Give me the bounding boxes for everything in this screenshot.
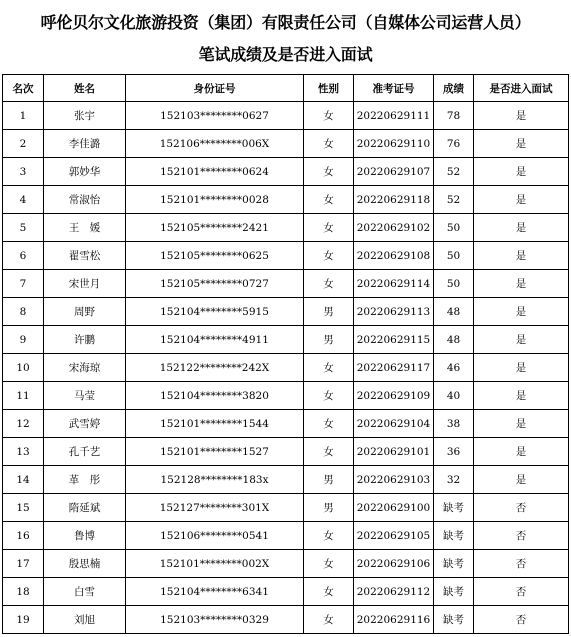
table-row [3, 578, 569, 606]
cell-name: 宋海琼 [44, 354, 126, 382]
table-row [3, 214, 569, 242]
cell-rank: 1 [3, 102, 44, 130]
cell-score: 38 [434, 410, 474, 438]
cell-interview: 是 [474, 382, 569, 410]
table-row [3, 438, 569, 466]
cell-interview: 是 [474, 438, 569, 466]
cell-score: 缺考 [434, 494, 474, 522]
cell-id-number: 152103********0627 [126, 102, 304, 130]
cell-exam-number: 20220629114 [354, 270, 434, 298]
header-rank: 名次 [3, 75, 44, 102]
cell-interview: 否 [474, 522, 569, 550]
header-gender: 性别 [304, 75, 354, 102]
header-name: 姓名 [44, 75, 126, 102]
cell-interview: 是 [474, 354, 569, 382]
cell-rank: 4 [3, 186, 44, 214]
cell-interview: 是 [474, 186, 569, 214]
cell-gender: 男 [304, 494, 354, 522]
cell-gender: 女 [304, 158, 354, 186]
cell-interview: 否 [474, 606, 569, 634]
document-title: 呼伦贝尔文化旅游投资（集团）有限责任公司（自媒体公司运营人员） [40, 13, 531, 32]
cell-gender: 男 [304, 466, 354, 494]
cell-exam-number: 20220629108 [354, 242, 434, 270]
cell-exam-number: 20220629113 [354, 298, 434, 326]
cell-name: 李佳潞 [44, 130, 126, 158]
cell-exam-number: 20220629100 [354, 494, 434, 522]
cell-id-number: 152101********1544 [126, 410, 304, 438]
cell-id-number: 152101********002X [126, 550, 304, 578]
cell-name: 孔千艺 [44, 438, 126, 466]
cell-name: 宋世月 [44, 270, 126, 298]
cell-rank: 7 [3, 270, 44, 298]
cell-rank: 9 [3, 326, 44, 354]
cell-name: 隋延斌 [44, 494, 126, 522]
cell-interview: 是 [474, 158, 569, 186]
cell-exam-number: 20220629111 [354, 102, 434, 130]
cell-score: 50 [434, 242, 474, 270]
table-row [3, 130, 569, 158]
table-header-row [3, 75, 569, 102]
cell-score: 缺考 [434, 522, 474, 550]
cell-interview: 是 [474, 410, 569, 438]
cell-gender: 男 [304, 326, 354, 354]
table-row [3, 410, 569, 438]
table-row [3, 326, 569, 354]
cell-score: 缺考 [434, 550, 474, 578]
cell-gender: 女 [304, 606, 354, 634]
cell-interview: 是 [474, 214, 569, 242]
cell-exam-number: 20220629110 [354, 130, 434, 158]
cell-name: 王 媛 [44, 214, 126, 242]
table-row [3, 354, 569, 382]
document-subtitle: 笔试成绩及是否进入面试 [198, 45, 373, 64]
cell-gender: 女 [304, 130, 354, 158]
cell-id-number: 152127********301X [126, 494, 304, 522]
cell-name: 周野 [44, 298, 126, 326]
cell-id-number: 152103********0329 [126, 606, 304, 634]
cell-score: 46 [434, 354, 474, 382]
cell-exam-number: 20220629105 [354, 522, 434, 550]
cell-score: 缺考 [434, 578, 474, 606]
cell-score: 36 [434, 438, 474, 466]
header-score: 成绩 [434, 75, 474, 102]
cell-score: 48 [434, 326, 474, 354]
cell-id-number: 152104********3820 [126, 382, 304, 410]
cell-rank: 16 [3, 522, 44, 550]
cell-rank: 14 [3, 466, 44, 494]
cell-exam-number: 20220629116 [354, 606, 434, 634]
cell-name: 刘旭 [44, 606, 126, 634]
cell-name: 常淑怡 [44, 186, 126, 214]
cell-interview: 是 [474, 466, 569, 494]
cell-score: 50 [434, 214, 474, 242]
cell-id-number: 152105********0727 [126, 270, 304, 298]
cell-name: 殷思楠 [44, 550, 126, 578]
cell-gender: 女 [304, 522, 354, 550]
table-row [3, 158, 569, 186]
cell-exam-number: 20220629117 [354, 354, 434, 382]
cell-score: 76 [434, 130, 474, 158]
cell-interview: 否 [474, 550, 569, 578]
cell-rank: 8 [3, 298, 44, 326]
cell-interview: 是 [474, 102, 569, 130]
cell-exam-number: 20220629107 [354, 158, 434, 186]
cell-id-number: 152128********183x [126, 466, 304, 494]
table-row [3, 186, 569, 214]
cell-name: 马莹 [44, 382, 126, 410]
cell-score: 40 [434, 382, 474, 410]
cell-exam-number: 20220629102 [354, 214, 434, 242]
cell-interview: 否 [474, 494, 569, 522]
cell-id-number: 152101********0624 [126, 158, 304, 186]
cell-exam-number: 20220629106 [354, 550, 434, 578]
cell-gender: 女 [304, 186, 354, 214]
header-id-number: 身份证号 [126, 75, 304, 102]
table-row [3, 466, 569, 494]
cell-rank: 13 [3, 438, 44, 466]
cell-gender: 男 [304, 298, 354, 326]
cell-id-number: 152122********242X [126, 354, 304, 382]
cell-id-number: 152101********1527 [126, 438, 304, 466]
table-row [3, 102, 569, 130]
cell-gender: 女 [304, 550, 354, 578]
cell-gender: 女 [304, 270, 354, 298]
cell-id-number: 152105********0625 [126, 242, 304, 270]
cell-id-number: 152104********6341 [126, 578, 304, 606]
cell-interview: 否 [474, 578, 569, 606]
cell-gender: 女 [304, 354, 354, 382]
cell-name: 许鹏 [44, 326, 126, 354]
cell-gender: 女 [304, 214, 354, 242]
header-exam-number: 准考证号 [354, 75, 434, 102]
cell-interview: 是 [474, 130, 569, 158]
cell-rank: 5 [3, 214, 44, 242]
cell-gender: 女 [304, 410, 354, 438]
table-row [3, 298, 569, 326]
cell-gender: 女 [304, 382, 354, 410]
cell-id-number: 152106********0541 [126, 522, 304, 550]
cell-rank: 17 [3, 550, 44, 578]
score-table [2, 74, 569, 634]
cell-rank: 11 [3, 382, 44, 410]
cell-score: 32 [434, 466, 474, 494]
cell-interview: 是 [474, 326, 569, 354]
cell-rank: 19 [3, 606, 44, 634]
cell-exam-number: 20220629118 [354, 186, 434, 214]
table-row [3, 242, 569, 270]
cell-exam-number: 20220629103 [354, 466, 434, 494]
cell-rank: 12 [3, 410, 44, 438]
cell-gender: 女 [304, 578, 354, 606]
cell-rank: 15 [3, 494, 44, 522]
cell-score: 78 [434, 102, 474, 130]
cell-name: 郭妙华 [44, 158, 126, 186]
cell-rank: 6 [3, 242, 44, 270]
cell-exam-number: 20220629104 [354, 410, 434, 438]
cell-gender: 女 [304, 102, 354, 130]
cell-exam-number: 20220629109 [354, 382, 434, 410]
table-row [3, 522, 569, 550]
cell-exam-number: 20220629115 [354, 326, 434, 354]
cell-name: 鲁博 [44, 522, 126, 550]
table-row [3, 550, 569, 578]
cell-id-number: 152105********2421 [126, 214, 304, 242]
table-row [3, 270, 569, 298]
cell-gender: 女 [304, 242, 354, 270]
cell-interview: 是 [474, 270, 569, 298]
cell-name: 张宇 [44, 102, 126, 130]
header-interview: 是否进入面试 [474, 75, 569, 102]
cell-id-number: 152104********5915 [126, 298, 304, 326]
cell-score: 52 [434, 158, 474, 186]
cell-id-number: 152106********006X [126, 130, 304, 158]
cell-exam-number: 20220629112 [354, 578, 434, 606]
table-row [3, 382, 569, 410]
table-row [3, 494, 569, 522]
cell-score: 50 [434, 270, 474, 298]
cell-exam-number: 20220629101 [354, 438, 434, 466]
cell-score: 52 [434, 186, 474, 214]
cell-rank: 18 [3, 578, 44, 606]
cell-id-number: 152101********0028 [126, 186, 304, 214]
table-row [3, 606, 569, 634]
cell-name: 武雪婷 [44, 410, 126, 438]
cell-rank: 10 [3, 354, 44, 382]
cell-score: 48 [434, 298, 474, 326]
cell-rank: 3 [3, 158, 44, 186]
cell-score: 缺考 [434, 606, 474, 634]
cell-gender: 女 [304, 438, 354, 466]
cell-id-number: 152104********4911 [126, 326, 304, 354]
cell-interview: 是 [474, 242, 569, 270]
cell-rank: 2 [3, 130, 44, 158]
cell-name: 革 彤 [44, 466, 126, 494]
cell-interview: 是 [474, 298, 569, 326]
cell-name: 白雪 [44, 578, 126, 606]
cell-name: 翟雪松 [44, 242, 126, 270]
